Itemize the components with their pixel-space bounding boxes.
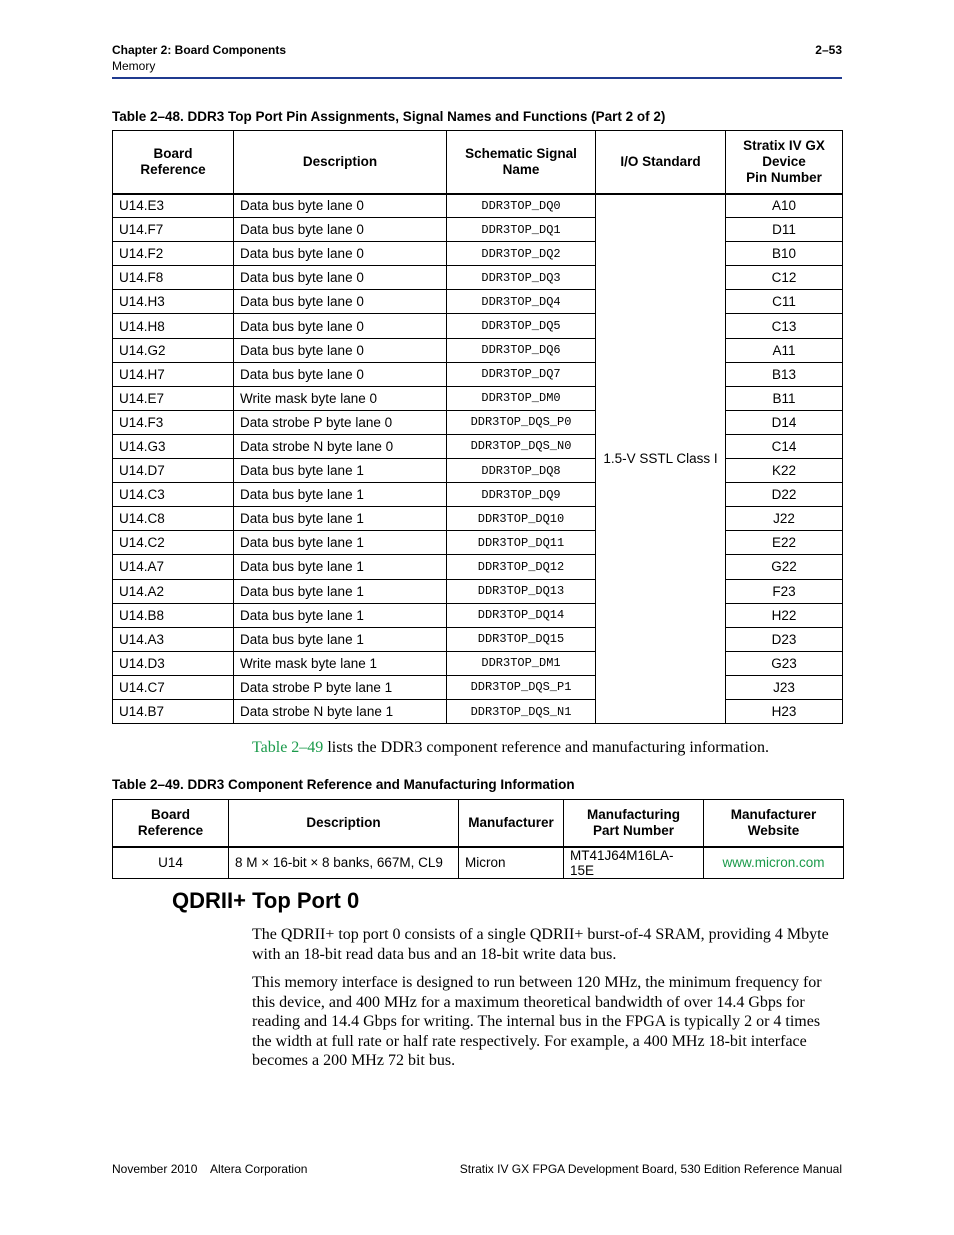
cell-board-reference: U14.A2 — [113, 579, 234, 603]
section-heading: QDRII+ Top Port 0 — [172, 888, 360, 913]
cell-pin-number: H22 — [726, 603, 843, 627]
cell-board-reference: U14.H7 — [113, 362, 234, 386]
cell-signal-name: DDR3TOP_DQ8 — [447, 459, 596, 483]
cell-pin-number: B10 — [726, 242, 843, 266]
cell-description: Data bus byte lane 0 — [234, 194, 447, 218]
table-row — [113, 218, 843, 242]
cell-pin-number: C12 — [726, 266, 843, 290]
cell-pin-number: H23 — [726, 699, 843, 723]
header-page-number: 2–53 — [815, 43, 842, 57]
cell-description: Data strobe P byte lane 1 — [234, 675, 447, 699]
table49-intro — [252, 738, 769, 758]
table-row — [113, 290, 843, 314]
table-row — [113, 579, 843, 603]
cell-signal-name: DDR3TOP_DQ7 — [447, 362, 596, 386]
cell-description: Data strobe P byte lane 0 — [234, 410, 447, 434]
table-row — [113, 675, 843, 699]
cell-board-reference: U14.G2 — [113, 338, 234, 362]
header-divider — [112, 77, 842, 79]
cell-signal-name: DDR3TOP_DQ10 — [447, 507, 596, 531]
cell-description: Data bus byte lane 0 — [234, 314, 447, 338]
table-row — [113, 266, 843, 290]
header-section: Memory — [112, 59, 156, 73]
cell-board-reference: U14.C8 — [113, 507, 234, 531]
table-row — [113, 483, 843, 507]
cell-description: Data strobe N byte lane 0 — [234, 434, 447, 458]
cell-board-reference: U14.C7 — [113, 675, 234, 699]
header-chapter: Chapter 2: Board Components — [112, 43, 287, 57]
cell-board-reference: U14.H3 — [113, 290, 234, 314]
cell-signal-name: DDR3TOP_DQ13 — [447, 579, 596, 603]
cell-pin-number: B11 — [726, 386, 843, 410]
cell-signal-name: DDR3TOP_DQ6 — [447, 338, 596, 362]
cell-description: Data strobe N byte lane 1 — [234, 699, 447, 723]
cell-pin-number: B13 — [726, 362, 843, 386]
cell-signal-name: DDR3TOP_DQ9 — [447, 483, 596, 507]
cell-signal-name: DDR3TOP_DQ2 — [447, 242, 596, 266]
cell-board-reference: U14.D3 — [113, 651, 234, 675]
cell-board-reference: U14.E3 — [113, 194, 234, 218]
cell-board-reference: U14.A3 — [113, 627, 234, 651]
cell-description: Data bus byte lane 0 — [234, 266, 447, 290]
cell-board-reference: U14.F7 — [113, 218, 234, 242]
cell-pin-number: K22 — [726, 459, 843, 483]
cell-description: Data bus byte lane 1 — [234, 603, 447, 627]
cell-pin-number: A11 — [726, 338, 843, 362]
th49-part-number — [564, 800, 704, 847]
cell-board-reference: U14.D7 — [113, 459, 234, 483]
th49-description: Description — [229, 800, 459, 847]
section-paragraph-2: This memory interface is designed to run between 120 MHz, the minimum frequency for this device, and 400 MHz for a maximum theoretical bandwidth of over 14.4 Gbps for reading and 14.4 Gbps for writing. The internal bus in the FPGA is typically 2 or 4 times the width at full rate or half rate respectively. For example, a 400 MHz 18-bit interface becomes a 200 MHz 72 bit bus. — [252, 974, 822, 1070]
th49-website — [704, 800, 844, 847]
cell-board-reference: U14.H8 — [113, 314, 234, 338]
cell-description: Data bus byte lane 0 — [234, 290, 447, 314]
table49-header-row — [113, 800, 844, 847]
table-row — [113, 555, 843, 579]
cell-signal-name: DDR3TOP_DQ5 — [447, 314, 596, 338]
th-description: Description — [234, 131, 447, 194]
th49-part-line1: Manufacturing — [587, 806, 680, 822]
cell-description: Data bus byte lane 1 — [234, 579, 447, 603]
cell-pin-number: D22 — [726, 483, 843, 507]
cell-pin-number: J22 — [726, 507, 843, 531]
table48 — [112, 130, 843, 724]
cell-pin-number: J23 — [726, 675, 843, 699]
table-row — [113, 847, 844, 879]
cell-part-number: MT41J64M16LA-15E — [564, 847, 704, 879]
cell-pin-number: E22 — [726, 531, 843, 555]
cell-pin-number: C13 — [726, 314, 843, 338]
cell-description: Data bus byte lane 0 — [234, 218, 447, 242]
table-row — [113, 386, 843, 410]
section-paragraph-1: The QDRII+ top port 0 consists of a single QDRII+ burst-of-4 SRAM, providing 4 Mbyte with an 18-bit read data bus and an 18-bit write data bus. — [252, 926, 829, 963]
cell-description: Data bus byte lane 1 — [234, 459, 447, 483]
table-row — [113, 603, 843, 627]
th-pin-number — [726, 131, 843, 194]
cell-signal-name: DDR3TOP_DQS_N0 — [447, 434, 596, 458]
th-pin-line2: Device — [762, 153, 806, 169]
cell-signal-name: DDR3TOP_DQS_P0 — [447, 410, 596, 434]
table49-link[interactable]: Table 2–49 — [252, 739, 324, 756]
cell-signal-name: DDR3TOP_DQS_N1 — [447, 699, 596, 723]
th49-website-line1: Manufacturer — [730, 806, 817, 822]
cell-description: Data bus byte lane 1 — [234, 483, 447, 507]
cell-signal-name: DDR3TOP_DM0 — [447, 386, 596, 410]
cell-signal-name: DDR3TOP_DQ4 — [447, 290, 596, 314]
cell-description: Data bus byte lane 1 — [234, 627, 447, 651]
th-board-reference: Board Reference — [113, 131, 234, 194]
manufacturer-website-link[interactable]: www.micron.com — [704, 847, 844, 879]
cell-pin-number: C14 — [726, 434, 843, 458]
table-row — [113, 314, 843, 338]
footer-date-company: November 2010 Altera Corporation — [112, 1162, 308, 1176]
cell-signal-name: DDR3TOP_DQ12 — [447, 555, 596, 579]
table-row — [113, 459, 843, 483]
cell-board-reference: U14.B7 — [113, 699, 234, 723]
cell-pin-number: C11 — [726, 290, 843, 314]
intro-text: lists the DDR3 component reference and manufacturing information. — [323, 739, 769, 756]
table-row — [113, 194, 843, 218]
cell-board-reference: U14.F2 — [113, 242, 234, 266]
cell-manufacturer: Micron — [459, 847, 564, 879]
cell-pin-number: D14 — [726, 410, 843, 434]
table48-header-row — [113, 131, 843, 194]
cell-signal-name: DDR3TOP_DQ0 — [447, 194, 596, 218]
table48-caption: Table 2–48. DDR3 Top Port Pin Assignments, Signal Names and Functions (Part 2 of 2) — [112, 109, 666, 124]
cell-description: Data bus byte lane 1 — [234, 555, 447, 579]
th-schematic-line2: Name — [502, 161, 540, 177]
cell-pin-number: G23 — [726, 651, 843, 675]
th-pin-line1: Stratix IV GX — [743, 137, 825, 153]
th49-manufacturer: Manufacturer — [459, 800, 564, 847]
table49-caption: Table 2–49. DDR3 Component Reference and Manufacturing Information — [112, 777, 575, 792]
cell-description: Data bus byte lane 1 — [234, 531, 447, 555]
cell-pin-number: A10 — [726, 194, 843, 218]
cell-description: Data bus byte lane 0 — [234, 242, 447, 266]
cell-description: Write mask byte lane 1 — [234, 651, 447, 675]
th-schematic-signal — [447, 131, 596, 194]
cell-signal-name: DDR3TOP_DQ14 — [447, 603, 596, 627]
cell-pin-number: G22 — [726, 555, 843, 579]
table49 — [112, 799, 844, 879]
th-schematic-line1: Schematic Signal — [465, 145, 577, 161]
cell-board-reference: U14.C3 — [113, 483, 234, 507]
table-row — [113, 699, 843, 723]
cell-description: Data bus byte lane 0 — [234, 338, 447, 362]
cell-signal-name: DDR3TOP_DQ1 — [447, 218, 596, 242]
cell-board-reference: U14.C2 — [113, 531, 234, 555]
cell-description: Data bus byte lane 1 — [234, 507, 447, 531]
th-io-standard: I/O Standard — [596, 131, 726, 194]
footer-manual-title: Stratix IV GX FPGA Development Board, 530 Edition Reference Manual — [459, 1162, 842, 1176]
table-row — [113, 434, 843, 458]
cell-pin-number: F23 — [726, 579, 843, 603]
cell-signal-name: DDR3TOP_DM1 — [447, 651, 596, 675]
cell-description: 8 M × 16-bit × 8 banks, 667M, CL9 — [229, 847, 459, 879]
cell-board-reference: U14.E7 — [113, 386, 234, 410]
cell-signal-name: DDR3TOP_DQ3 — [447, 266, 596, 290]
table-row — [113, 338, 843, 362]
table-row — [113, 651, 843, 675]
table-row — [113, 627, 843, 651]
cell-io-standard: 1.5-V SSTL Class I — [596, 194, 726, 724]
table48-body — [113, 194, 843, 724]
cell-signal-name: DDR3TOP_DQS_P1 — [447, 675, 596, 699]
table-row — [113, 507, 843, 531]
cell-board-reference: U14 — [113, 847, 229, 879]
th49-board-reference: Board Reference — [113, 800, 229, 847]
cell-board-reference: U14.G3 — [113, 434, 234, 458]
cell-board-reference: U14.F8 — [113, 266, 234, 290]
table-row — [113, 362, 843, 386]
cell-pin-number: D23 — [726, 627, 843, 651]
table-row — [113, 531, 843, 555]
th-pin-line3: Pin Number — [746, 169, 822, 185]
cell-board-reference: U14.F3 — [113, 410, 234, 434]
cell-signal-name: DDR3TOP_DQ15 — [447, 627, 596, 651]
cell-signal-name: DDR3TOP_DQ11 — [447, 531, 596, 555]
cell-description: Write mask byte lane 0 — [234, 386, 447, 410]
table-row — [113, 242, 843, 266]
cell-board-reference: U14.B8 — [113, 603, 234, 627]
table-row — [113, 410, 843, 434]
cell-board-reference: U14.A7 — [113, 555, 234, 579]
th49-part-line2: Part Number — [592, 822, 675, 838]
cell-description: Data bus byte lane 0 — [234, 362, 447, 386]
th49-website-line2: Website — [747, 822, 800, 838]
cell-pin-number: D11 — [726, 218, 843, 242]
